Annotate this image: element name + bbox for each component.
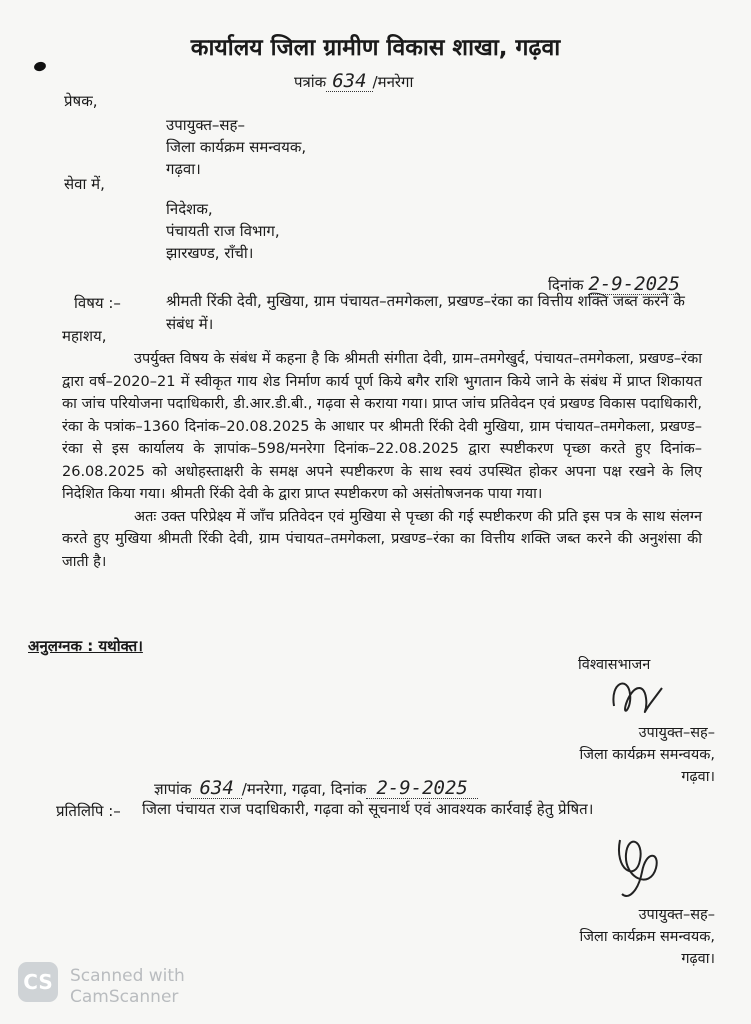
signature-scribble-1 (604, 668, 674, 728)
enclosure: अनुलग्नक : यथोक्त। (28, 637, 143, 655)
recipient-line: पंचायती राज विभाग, (166, 222, 280, 240)
subject-text: श्रीमती रिंकी देवी, मुखिया, ग्राम पंचायत–तमगेकला, प्रखण्ड–रंका का वित्तीय शक्ति जब्त करने के संबंध में। (166, 292, 685, 333)
ref-prefix: पत्रांक (294, 73, 327, 91)
body-paragraph-1: उपर्युक्त विषय के संबंध में कहना है कि श्रीमती संगीता देवी, ग्राम–तमगेखुर्द, पंचायत–तमगेकला, प्रखण्ड–रंका द्वारा वर्ष–2020–21 में स्वीकृत गाय शेड निर्माण कार्य पूर्ण किये बगैर राशि भुगतान किये जाने के संबंध में प्राप्त शिकायत का जांच परियोजना पदाधिकारी, डी.आर.डी.बी., गढ़वा से कराया गया। प्राप्त जांच प्रतिवेदन एवं प्रखण्ड विकास पदाधिकारी, रंका के पत्रांक–1360 दिनांक–20.08.2025 के आधार पर श्रीमती रिंकी देवी मुखिया, ग्राम पंचायत–तमगेकला, प्रखण्ड–रंका से इस कार्यालय के ज्ञापांक–598/मनरेगा दिनांक–22.08.2025 द्वारा स्पष्टीकरण पृच्छा करते हुए दिनांक–26.08.2025 को अधोहस्ताक्षरी के समक्ष अपने स्पष्टीकरण के साथ स्वयं उपस्थित होकर अपना पक्ष रखने के लिए निदेशित किया गया। श्रीमती रिंकी देवी के द्वारा प्राप्त स्पष्टीकरण को असंतोषजनक पाया गया। (62, 351, 702, 502)
letter-reference (294, 70, 413, 92)
salutation: महाशय, (62, 327, 107, 345)
recipient-line: निदेशक, (166, 200, 213, 218)
signature-line: उपायुक्त–सह– (638, 907, 715, 923)
watermark-line-1: Scanned with (70, 966, 185, 986)
recipient-line: झारखण्ड, राँची। (166, 244, 254, 262)
camscanner-logo-icon: CS (18, 962, 58, 1002)
memo-number: 634 (199, 777, 234, 799)
date-value: 2-9-2025 (588, 273, 680, 295)
memo-prefix: ज्ञापांक (154, 780, 192, 798)
camscanner-logo (18, 962, 58, 1002)
sender-label: प्रेषक, (64, 92, 98, 110)
signature-line: जिला कार्यक्रम समन्वयक, (579, 747, 715, 763)
ref-suffix: /मनरेगा (372, 73, 414, 91)
copy-text: जिला पंचायत राज पदाधिकारी, गढ़वा को सूचनार्थ एवं आवश्यक कार्रवाई हेतु प्रेषित। (142, 800, 594, 818)
signature-closing: विश्वासभाजन (578, 657, 651, 673)
sender-address (166, 114, 306, 180)
sender-line: उपायुक्त–सह– (166, 116, 246, 134)
ref-number: 634 (332, 70, 367, 92)
camscanner-watermark (70, 966, 185, 1008)
signature-block-1 (540, 722, 715, 788)
date-label: दिनांक (548, 276, 584, 294)
signature-block-2 (540, 904, 715, 970)
office-title: कार्यालय जिला ग्रामीण विकास शाखा, गढ़वा (190, 35, 561, 61)
memo-date: 2-9-2025 (376, 777, 468, 799)
signature-scribble-2 (606, 820, 676, 910)
signature-line: उपायुक्त–सह– (638, 725, 715, 741)
letter-body (62, 348, 702, 573)
ink-dot (33, 61, 47, 73)
sender-line: गढ़वा। (166, 160, 201, 178)
recipient-label: सेवा में, (64, 175, 105, 193)
watermark-line-2: CamScanner (70, 987, 179, 1007)
copy-label: प्रतिलिपि :– (56, 802, 121, 820)
recipient-address (166, 198, 280, 264)
memo-line (154, 777, 478, 799)
subject-label: विषय :– (74, 294, 121, 312)
body-paragraph-2: अतः उक्त परिप्रेक्ष्य में जाँच प्रतिवेदन एवं मुखिया से पृच्छा की गई स्पष्टीकरण की प्रति इस पत्र के साथ संलग्न करते हुए मुखिया श्रीमती रिंकी देवी, ग्राम पंचायत–तमगेकला, प्रखण्ड–रंका का वित्तीय शक्ति जब्त करने की अनुशंसा की जाती है। (62, 508, 702, 570)
signature-line: जिला कार्यक्रम समन्वयक, (579, 929, 715, 945)
memo-middle: /मनरेगा, गढ़वा, दिनांक (241, 780, 367, 798)
signature-line: गढ़वा। (681, 769, 715, 785)
sender-line: जिला कार्यक्रम समन्वयक, (166, 138, 307, 156)
signature-line: गढ़वा। (681, 951, 715, 967)
